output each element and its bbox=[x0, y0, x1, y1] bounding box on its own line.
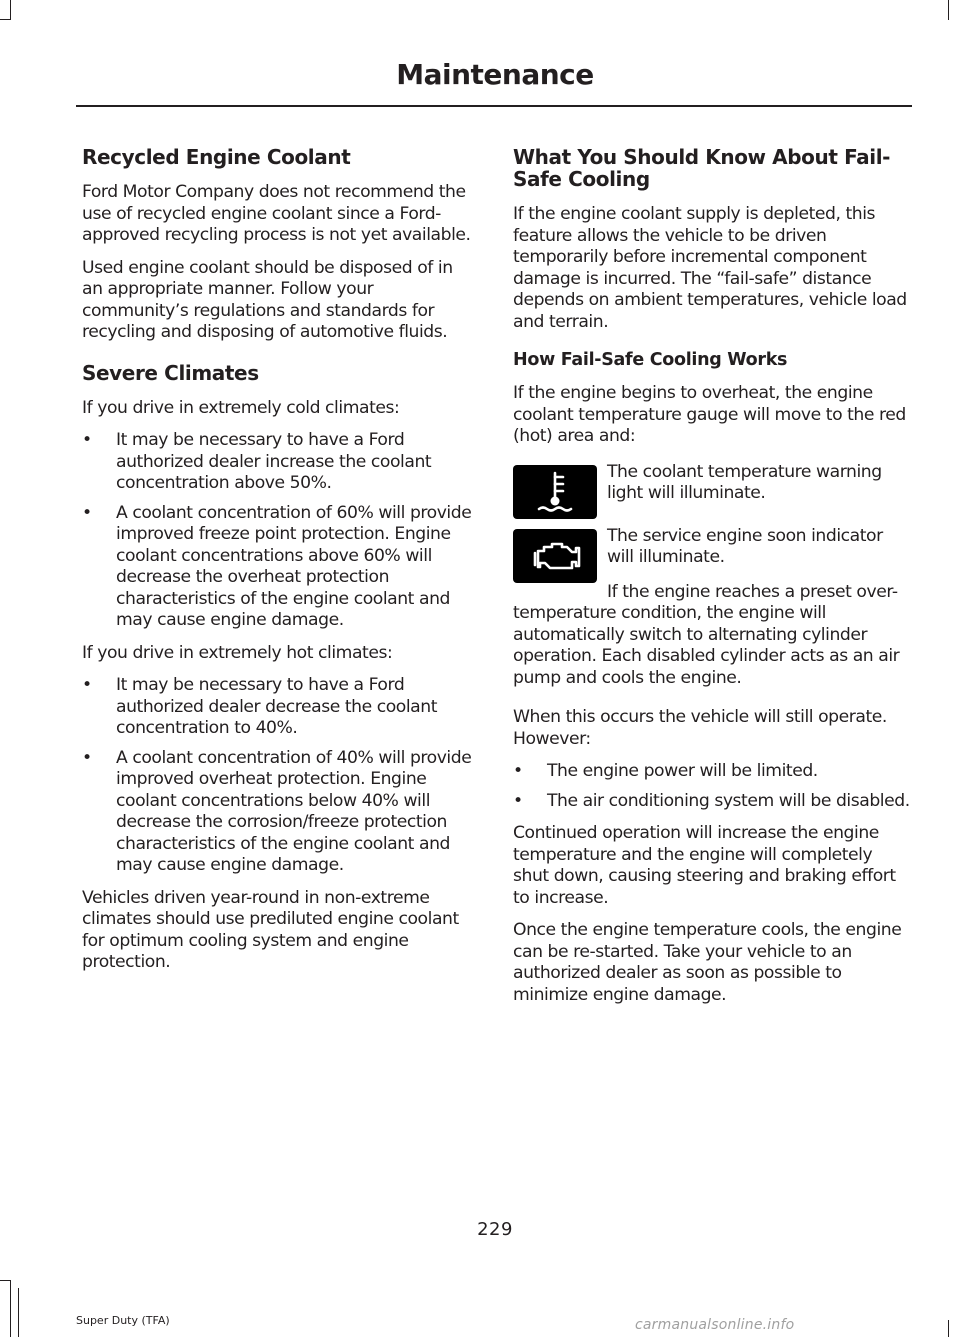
fail-safe-heading: What You Should Know About Fail-Safe Cooling bbox=[513, 145, 891, 191]
overheat-intro-paragraph: If the engine begins to overheat, the engine coolant temperature gauge will move to the red (hot) area and: bbox=[513, 383, 906, 446]
list-item: • The air conditioning system will be disabled. bbox=[513, 791, 911, 813]
fail-safe-paragraph: If the engine coolant supply is depleted, this feature allows the vehicle to be driven temporarily before incremental component damage is incurred. The “fail-safe” distance depends on ambient temperatures, vehicle load and terrain. bbox=[513, 204, 907, 332]
footer-model: Super Duty (TFA) bbox=[76, 1314, 170, 1327]
crop-mark-bottom-right bbox=[948, 1320, 949, 1337]
recycled-paragraph-1: Ford Motor Company does not recommend the use of recycled engine coolant since a Ford-approved recycling process is not yet available. bbox=[82, 182, 471, 245]
list-item: • It may be necessary to have a Ford authorized dealer decrease the coolant concentration to 40%. bbox=[82, 675, 478, 740]
page-number: 229 bbox=[477, 1219, 513, 1240]
page-title: Maintenance bbox=[396, 58, 594, 91]
crop-mark-top-right bbox=[948, 0, 949, 20]
continued-operation-paragraph: Continued operation will increase the engine temperature and the engine will completely shut down, causing steering and braking effort to increase. bbox=[513, 823, 896, 908]
coolant-warning-text: The coolant temperature warning light will illuminate. bbox=[607, 461, 882, 503]
cold-climates-intro: If you drive in extremely cold climates: bbox=[82, 397, 400, 418]
over-temperature-text: If the engine reaches a preset over-temperature condition, the engine will automatically switch to alternating cylinder operation. Each disabled cylinder acts as an air pump and cools the engine. bbox=[513, 581, 900, 688]
crop-mark-top-left bbox=[10, 0, 11, 20]
crop-mark-bottom-left-2 bbox=[18, 1288, 19, 1337]
hot-climates-list bbox=[82, 675, 478, 877]
recycled-coolant-heading: Recycled Engine Coolant bbox=[82, 145, 351, 169]
crop-mark-top-left-h bbox=[0, 19, 11, 20]
still-operate-paragraph: When this occurs the vehicle will still operate. However: bbox=[513, 707, 887, 749]
list-item: • A coolant concentration of 60% will provide improved freeze point protection. Engine coolant concentrations above 60% will decrease the overheat protection characteristics of the engine coolant and may cause engine damage. bbox=[82, 503, 478, 632]
coolant-temperature-warning-icon bbox=[513, 465, 597, 519]
severe-climates-heading: Severe Climates bbox=[82, 360, 259, 385]
hot-climates-intro: If you drive in extremely hot climates: bbox=[82, 642, 393, 663]
list-item: • The engine power will be limited. bbox=[513, 761, 911, 783]
left-column bbox=[82, 146, 478, 985]
coolant-warning-row bbox=[513, 462, 911, 520]
over-temperature-paragraph bbox=[513, 582, 911, 690]
cold-climates-list bbox=[82, 430, 478, 632]
climates-closing-paragraph: Vehicles driven year-round in non-extreme climates should use prediluted engine coolant for optimum cooling system and engine protection. bbox=[82, 887, 459, 972]
limitations-list bbox=[513, 761, 911, 812]
check-engine-icon bbox=[513, 529, 597, 583]
how-fail-safe-heading: How Fail-Safe Cooling Works bbox=[513, 350, 788, 370]
restart-paragraph: Once the engine temperature cools, the engine can be re-started. Take your vehicle to an authorized dealer as soon as possible to minimize engine damage. bbox=[513, 920, 902, 1005]
list-item: • A coolant concentration of 40% will provide improved overheat protection. Engine coolant concentrations below 40% will decrease the corrosion/freeze protection characteristics of the engine coolant and may cause engine damage. bbox=[82, 748, 478, 877]
list-item: • It may be necessary to have a Ford authorized dealer increase the coolant concentration above 50%. bbox=[82, 430, 478, 495]
crop-mark-bottom-left bbox=[10, 1280, 11, 1337]
engine-indicator-row bbox=[513, 526, 911, 584]
watermark: carmanualsonline.info bbox=[635, 1317, 795, 1333]
right-column bbox=[513, 146, 911, 1017]
header-divider bbox=[76, 105, 912, 107]
crop-mark-bottom-left-h bbox=[0, 1280, 11, 1281]
recycled-paragraph-2: Used engine coolant should be disposed of in an appropriate manner. Follow your community’s regulations and standards for recycling and disposing of automotive fluids. bbox=[82, 257, 453, 342]
engine-indicator-text: The service engine soon indicator will illuminate. bbox=[607, 525, 883, 567]
